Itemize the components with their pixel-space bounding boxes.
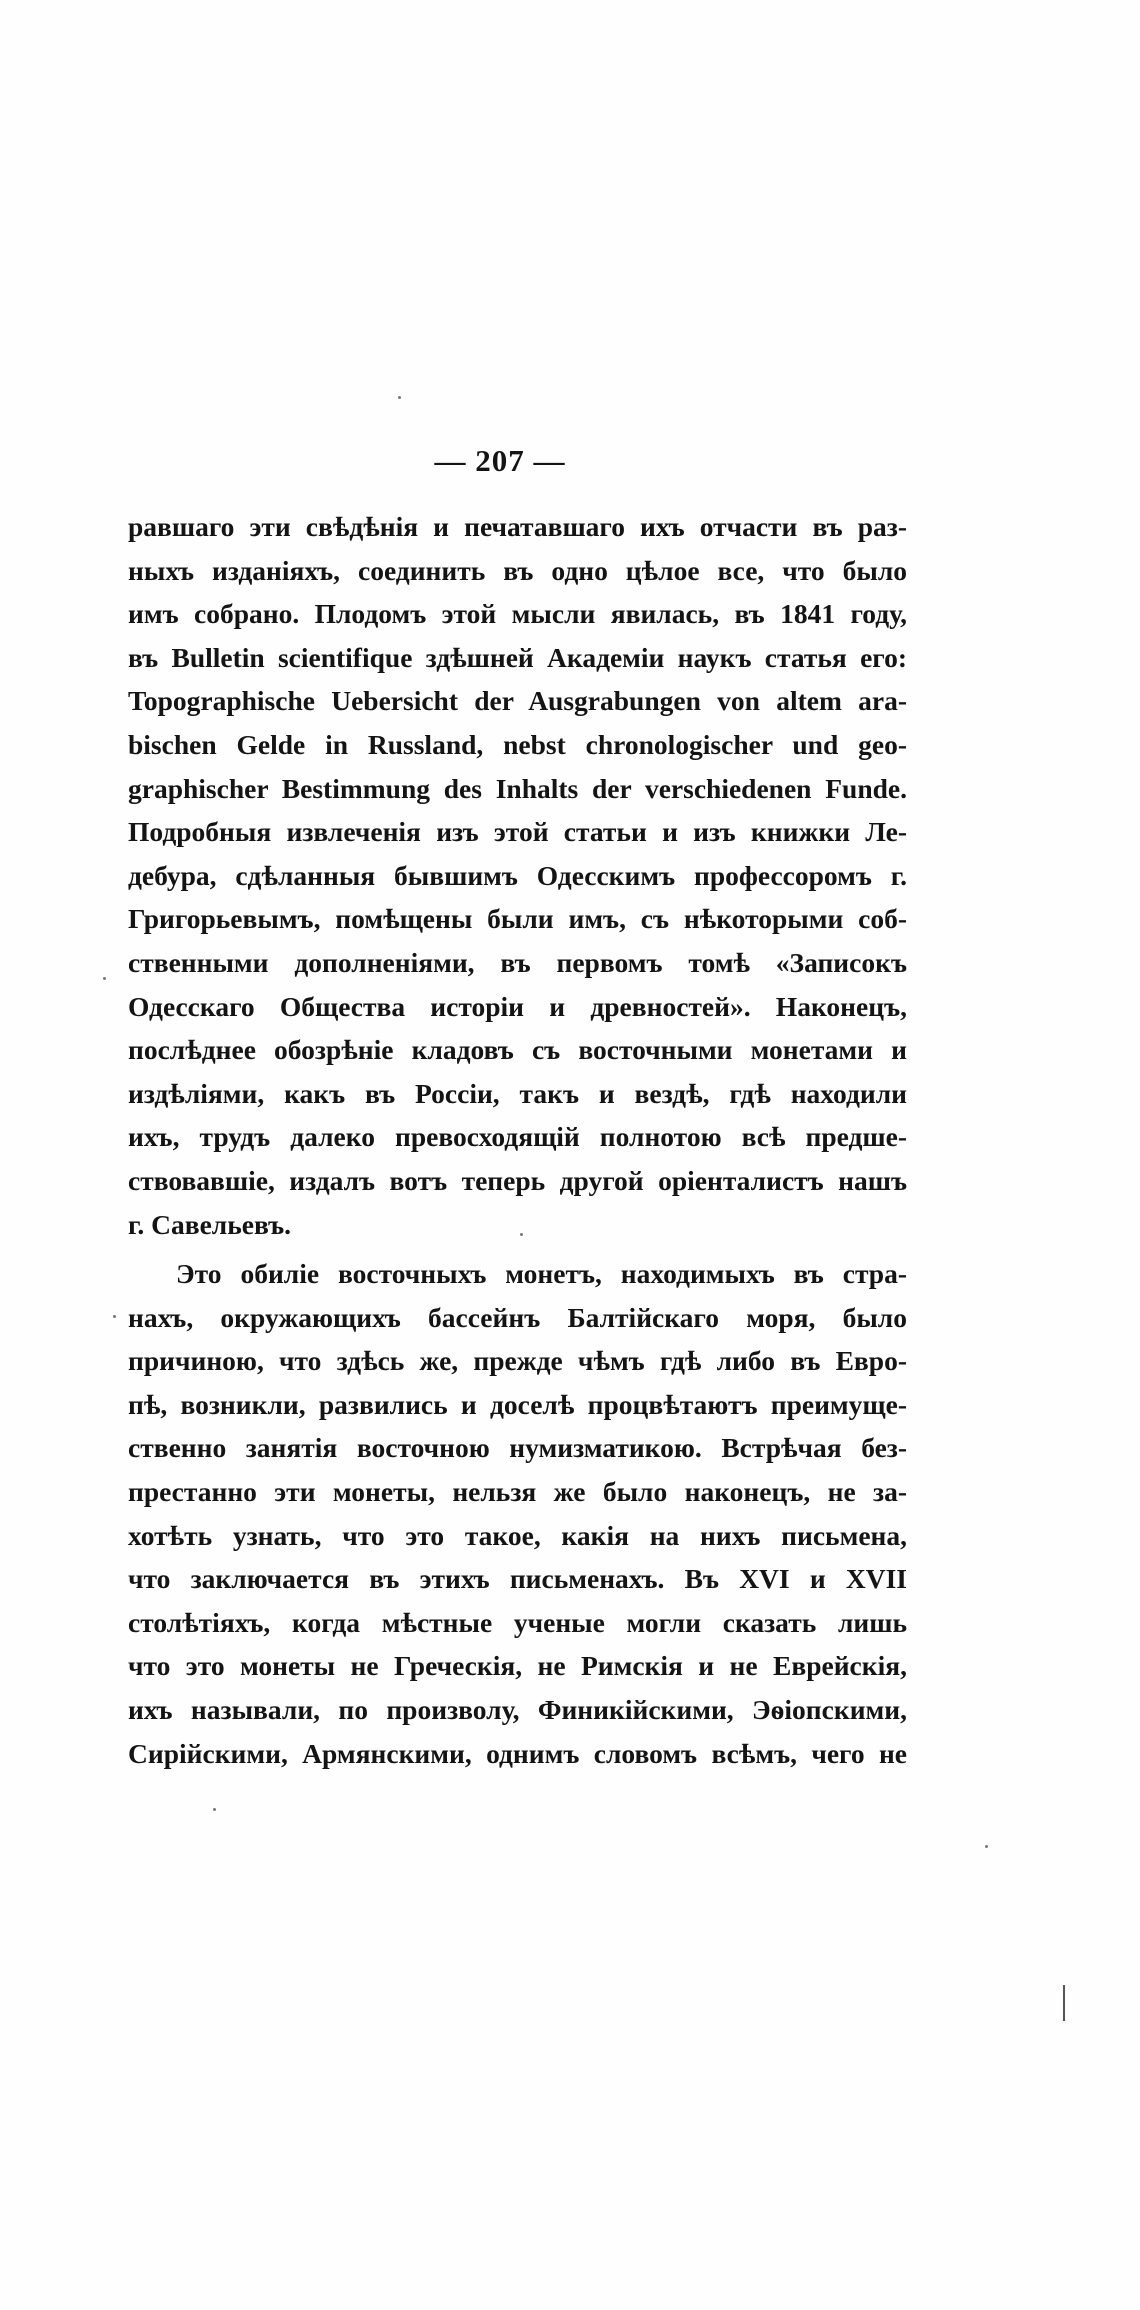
text-line: въ Bulletin scientifique здѣшней Академіи наукъ статья его: <box>128 641 907 673</box>
scan-artifact <box>1063 1985 1065 2021</box>
text-line: причиною, что здѣсь же, прежде чѣмъ гдѣ либо въ Евро- <box>128 1345 907 1377</box>
text-line: ственными дополненіями, въ первомъ томѣ «Записокъ <box>128 946 907 978</box>
scan-speck <box>103 977 106 980</box>
text-line: Это обиліе восточныхъ монетъ, находимыхъ въ стра- <box>176 1258 907 1290</box>
text-line: столѣтіяхъ, когда мѣстные ученые могли сказать лишь <box>128 1606 907 1638</box>
scan-speck <box>113 1315 116 1318</box>
scan-speck <box>398 396 401 399</box>
text-line: ственно занятія восточною нумизматикою. Встрѣчая без- <box>128 1432 907 1464</box>
text-line: издѣліями, какъ въ Россіи, такъ и вездѣ, гдѣ находили <box>128 1077 907 1109</box>
text-line: bischen Gelde in Russland, nebst chronologischer und geo- <box>128 728 907 760</box>
text-line: имъ собрано. Плодомъ этой мысли явилась, въ 1841 году, <box>128 598 907 630</box>
paragraph-2 <box>128 1252 907 1775</box>
page-number: — 207 — <box>434 443 566 478</box>
text-line: г. Савельевъ. <box>128 1208 292 1240</box>
text-line: Григорьевымъ, помѣщены были имъ, съ нѣкоторыми соб- <box>128 903 907 935</box>
text-line: равшаго эти свѣдѣнія и печатавшаго ихъ отчасти въ раз- <box>128 511 907 542</box>
text-line: ныхъ изданіяхъ, соединить въ одно цѣлое все, что было <box>128 554 907 586</box>
text-line: послѣднее обозрѣніе кладовъ съ восточными монетами и <box>128 1034 907 1066</box>
text-line: Topographische Uebersicht der Ausgrabungen von altem ara- <box>128 685 907 717</box>
paragraph-1 <box>128 505 907 1246</box>
text-line: пѣ, возникли, развились и доселѣ процвѣтаютъ преимуще- <box>128 1388 907 1420</box>
text-line: Одесскаго Общества исторіи и древностей». Наконецъ, <box>128 990 907 1022</box>
body-text <box>128 505 907 1775</box>
text-line: graphischer Bestimmung des Inhalts der verschiedenen Funde. <box>128 772 907 804</box>
text-line: хотѣть узнать, что это такое, какія на нихъ письмена, <box>128 1519 907 1551</box>
scan-speck <box>985 1845 988 1848</box>
text-line: ихъ называли, по произволу, Финикійскими, Эѳіопскими, <box>128 1694 907 1726</box>
scan-speck <box>520 1233 523 1236</box>
text-line: престанно эти монеты, нельзя же было наконецъ, не за- <box>128 1476 907 1508</box>
text-line: Сирійскими, Армянскими, однимъ словомъ всѣмъ, чего не <box>128 1737 907 1769</box>
text-line: ствовавшіе, издалъ вотъ теперь другой оріенталистъ нашъ <box>128 1164 907 1196</box>
text-line: ихъ, трудъ далеко превосходящій полнотою всѣ предше- <box>128 1121 907 1153</box>
text-line: что заключается въ этихъ письменахъ. Въ XVI и XVII <box>128 1563 907 1595</box>
text-line: что это монеты не Греческія, не Римскія и не Еврейскія, <box>128 1650 907 1682</box>
scan-speck <box>213 1808 216 1811</box>
text-line: дебура, сдѣланныя бывшимъ Одесскимъ профессоромъ г. <box>128 859 907 891</box>
text-line: Подробныя извлеченія изъ этой статьи и изъ книжки Ле- <box>128 816 907 848</box>
text-line: нахъ, окружающихъ бассейнъ Балтійскаго моря, было <box>128 1301 907 1333</box>
